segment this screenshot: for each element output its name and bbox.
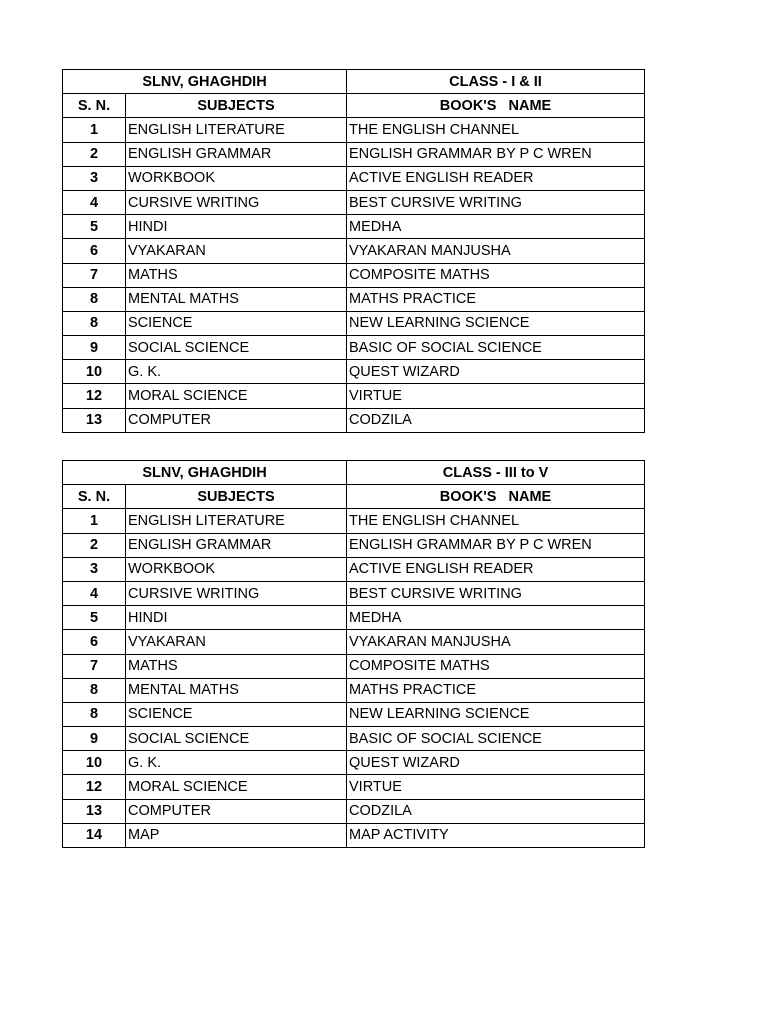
row-serial-number: 3 [63,557,126,581]
row-book-name: MATHS PRACTICE [347,287,645,311]
row-book-name: CODZILA [347,799,645,823]
row-serial-number: 2 [63,142,126,166]
header-row [63,485,645,509]
row-book-name: VIRTUE [347,384,645,408]
row-book-name: VIRTUE [347,775,645,799]
row-serial-number: 12 [63,775,126,799]
row-subject: CURSIVE WRITING [126,190,347,214]
table-row [63,311,645,335]
table-row [63,509,645,533]
row-book-name: BASIC OF SOCIAL SCIENCE [347,336,645,360]
row-subject: HINDI [126,606,347,630]
book-list-table-class-3-5 [62,460,645,848]
school-name: SLNV, GHAGHDIH [63,70,347,94]
header-row [63,94,645,118]
row-serial-number: 1 [63,509,126,533]
table-row [63,630,645,654]
row-book-name: MEDHA [347,215,645,239]
table-row [63,190,645,214]
row-subject: VYAKARAN [126,239,347,263]
row-subject: MATHS [126,263,347,287]
row-book-name: THE ENGLISH CHANNEL [347,118,645,142]
row-serial-number: 14 [63,823,126,847]
row-book-name: MEDHA [347,606,645,630]
class-label: CLASS - I & II [347,70,645,94]
row-serial-number: 10 [63,751,126,775]
row-serial-number: 13 [63,408,126,432]
row-subject: HINDI [126,215,347,239]
row-book-name: ENGLISH GRAMMAR BY P C WREN [347,533,645,557]
row-book-name: BEST CURSIVE WRITING [347,190,645,214]
row-serial-number: 4 [63,190,126,214]
row-subject: MORAL SCIENCE [126,384,347,408]
row-subject: ENGLISH LITERATURE [126,509,347,533]
row-book-name: NEW LEARNING SCIENCE [347,702,645,726]
table-body [63,70,645,433]
table-row [63,142,645,166]
row-subject: SOCIAL SCIENCE [126,727,347,751]
title-row [63,70,645,94]
title-row [63,461,645,485]
table-row [63,823,645,847]
row-book-name: BASIC OF SOCIAL SCIENCE [347,727,645,751]
row-subject: MORAL SCIENCE [126,775,347,799]
table-body [63,461,645,848]
header-books: BOOK'S NAME [347,94,645,118]
table-row [63,727,645,751]
row-subject: COMPUTER [126,408,347,432]
row-subject: MENTAL MATHS [126,678,347,702]
table-row [63,581,645,605]
row-serial-number: 12 [63,384,126,408]
row-subject: G. K. [126,360,347,384]
row-serial-number: 7 [63,654,126,678]
row-serial-number: 4 [63,581,126,605]
row-serial-number: 6 [63,239,126,263]
row-subject: COMPUTER [126,799,347,823]
row-book-name: VYAKARAN MANJUSHA [347,239,645,263]
table-row [63,263,645,287]
row-serial-number: 3 [63,166,126,190]
table-row [63,360,645,384]
table-row [63,799,645,823]
table-row [63,239,645,263]
row-book-name: COMPOSITE MATHS [347,263,645,287]
row-book-name: CODZILA [347,408,645,432]
table-row [63,408,645,432]
row-book-name: VYAKARAN MANJUSHA [347,630,645,654]
school-name: SLNV, GHAGHDIH [63,461,347,485]
row-book-name: NEW LEARNING SCIENCE [347,311,645,335]
row-subject: SOCIAL SCIENCE [126,336,347,360]
table-row [63,336,645,360]
row-subject: SCIENCE [126,702,347,726]
row-subject: G. K. [126,751,347,775]
row-book-name: ENGLISH GRAMMAR BY P C WREN [347,142,645,166]
row-book-name: QUEST WIZARD [347,751,645,775]
row-book-name: QUEST WIZARD [347,360,645,384]
row-serial-number: 9 [63,727,126,751]
table-row [63,287,645,311]
row-subject: ENGLISH LITERATURE [126,118,347,142]
row-subject: WORKBOOK [126,166,347,190]
row-serial-number: 8 [63,678,126,702]
row-book-name: MAP ACTIVITY [347,823,645,847]
header-sn: S. N. [63,485,126,509]
table-row [63,533,645,557]
row-book-name: ACTIVE ENGLISH READER [347,557,645,581]
table-row [63,384,645,408]
row-subject: MENTAL MATHS [126,287,347,311]
row-serial-number: 5 [63,215,126,239]
row-serial-number: 6 [63,630,126,654]
table-row [63,215,645,239]
row-subject: WORKBOOK [126,557,347,581]
row-book-name: THE ENGLISH CHANNEL [347,509,645,533]
row-book-name: MATHS PRACTICE [347,678,645,702]
row-book-name: ACTIVE ENGLISH READER [347,166,645,190]
table-row [63,775,645,799]
table-row [63,654,645,678]
row-serial-number: 8 [63,287,126,311]
row-subject: SCIENCE [126,311,347,335]
table-row [63,118,645,142]
row-serial-number: 7 [63,263,126,287]
table-row [63,606,645,630]
row-serial-number: 8 [63,702,126,726]
class-label: CLASS - III to V [347,461,645,485]
row-serial-number: 13 [63,799,126,823]
row-serial-number: 9 [63,336,126,360]
header-books: BOOK'S NAME [347,485,645,509]
row-subject: CURSIVE WRITING [126,581,347,605]
row-subject: MATHS [126,654,347,678]
row-serial-number: 10 [63,360,126,384]
row-serial-number: 5 [63,606,126,630]
table-row [63,557,645,581]
header-subjects: SUBJECTS [126,485,347,509]
row-subject: MAP [126,823,347,847]
row-subject: VYAKARAN [126,630,347,654]
header-sn: S. N. [63,94,126,118]
row-book-name: BEST CURSIVE WRITING [347,581,645,605]
table-row [63,702,645,726]
table-row [63,166,645,190]
row-subject: ENGLISH GRAMMAR [126,142,347,166]
row-subject: ENGLISH GRAMMAR [126,533,347,557]
row-serial-number: 8 [63,311,126,335]
row-book-name: COMPOSITE MATHS [347,654,645,678]
header-subjects: SUBJECTS [126,94,347,118]
table-row [63,751,645,775]
table-row [63,678,645,702]
book-list-table-class-1-2 [62,69,645,433]
row-serial-number: 1 [63,118,126,142]
row-serial-number: 2 [63,533,126,557]
